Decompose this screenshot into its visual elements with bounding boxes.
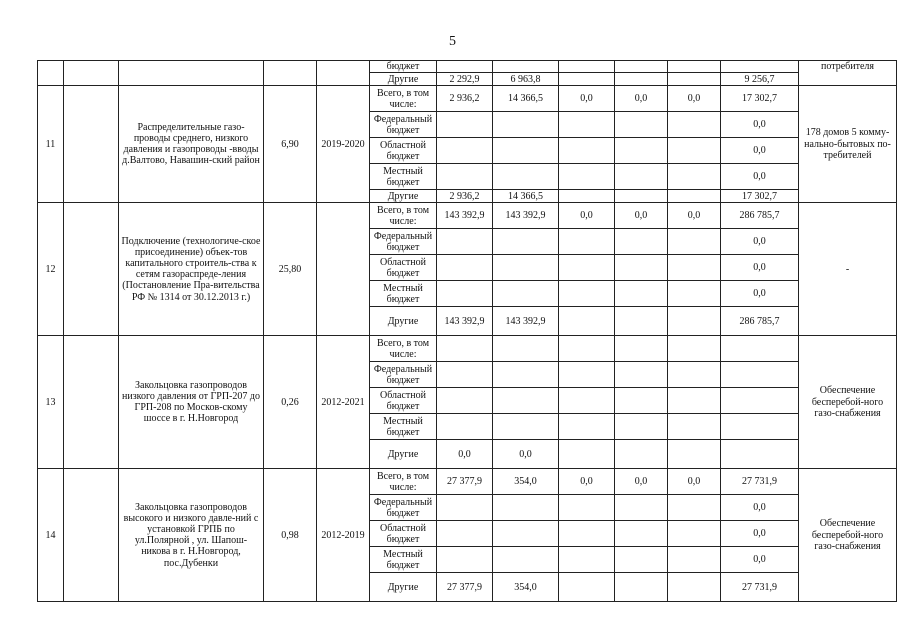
total-cell: 27 731,9 xyxy=(721,573,799,602)
source-cell: Другие xyxy=(370,73,437,86)
item-period: 2012-2019 xyxy=(317,469,370,602)
item-note: - xyxy=(799,203,897,336)
total-cell: 0,0 xyxy=(721,229,799,255)
value-cell xyxy=(437,112,493,138)
source-cell: Областной бюджет xyxy=(370,255,437,281)
value-cell: 0,0 xyxy=(615,203,668,229)
value-cell: 0,0 xyxy=(615,469,668,495)
value-cell xyxy=(615,73,668,86)
value-cell xyxy=(437,414,493,440)
item-note: Обеспечение бесперебой-ного газо-снабжения xyxy=(799,336,897,469)
value-cell xyxy=(668,521,721,547)
value-cell xyxy=(615,255,668,281)
source-cell: Местный бюджет xyxy=(370,414,437,440)
source-cell: Федеральный бюджет xyxy=(370,362,437,388)
value-cell: 0,0 xyxy=(668,203,721,229)
source-cell: Областной бюджет xyxy=(370,521,437,547)
value-cell: 143 392,9 xyxy=(493,307,559,336)
value-cell xyxy=(668,61,721,73)
value-cell: 143 392,9 xyxy=(437,203,493,229)
value-cell xyxy=(615,61,668,73)
value-cell: 0,0 xyxy=(559,203,615,229)
source-cell: Областной бюджет xyxy=(370,138,437,164)
value-cell xyxy=(559,336,615,362)
value-cell xyxy=(668,547,721,573)
value-cell: 0,0 xyxy=(437,440,493,469)
value-cell xyxy=(615,521,668,547)
value-cell xyxy=(668,336,721,362)
value-cell xyxy=(615,281,668,307)
value-cell xyxy=(559,440,615,469)
value-cell: 14 366,5 xyxy=(493,190,559,203)
total-cell: 0,0 xyxy=(721,138,799,164)
total-cell: 0,0 xyxy=(721,164,799,190)
name-cell xyxy=(119,61,264,86)
value-cell xyxy=(615,362,668,388)
source-cell: бюджет xyxy=(370,61,437,73)
table-row xyxy=(38,203,897,229)
code-cell xyxy=(64,203,119,336)
value-cell xyxy=(559,73,615,86)
item-note: 178 домов 5 комму-нально-бытовых по-требителей xyxy=(799,86,897,203)
source-cell: Другие xyxy=(370,190,437,203)
total-cell: 286 785,7 xyxy=(721,203,799,229)
source-cell: Местный бюджет xyxy=(370,281,437,307)
value-cell xyxy=(668,362,721,388)
value-cell xyxy=(437,362,493,388)
total-cell xyxy=(721,336,799,362)
item-name: Распределительные газо-проводы среднего, низкого давления и газопроводы -вводы д.Валтово, Навашин-ский район xyxy=(119,86,264,203)
total-cell xyxy=(721,388,799,414)
source-cell: Другие xyxy=(370,573,437,602)
code-cell xyxy=(64,336,119,469)
total-cell xyxy=(721,414,799,440)
value-cell xyxy=(559,307,615,336)
value-cell xyxy=(668,73,721,86)
source-cell: Федеральный бюджет xyxy=(370,112,437,138)
item-number: 12 xyxy=(38,203,64,336)
value-cell: 2 936,2 xyxy=(437,86,493,112)
item-length: 0,98 xyxy=(264,469,317,602)
source-cell: Федеральный бюджет xyxy=(370,229,437,255)
value-cell xyxy=(493,414,559,440)
value-cell xyxy=(668,255,721,281)
investment-program-table xyxy=(37,60,897,602)
value-cell xyxy=(615,190,668,203)
total-cell: 0,0 xyxy=(721,112,799,138)
code-cell xyxy=(64,61,119,86)
value-cell xyxy=(559,138,615,164)
value-cell xyxy=(668,190,721,203)
value-cell xyxy=(668,414,721,440)
value-cell: 354,0 xyxy=(493,573,559,602)
value-cell xyxy=(559,112,615,138)
value-cell xyxy=(437,61,493,73)
value-cell xyxy=(615,112,668,138)
value-cell xyxy=(437,281,493,307)
value-cell xyxy=(437,336,493,362)
value-cell: 0,0 xyxy=(668,86,721,112)
item-note: Обеспечение бесперебой-ного газо-снабжения xyxy=(799,469,897,602)
code-cell xyxy=(64,469,119,602)
value-cell xyxy=(668,388,721,414)
value-cell: 0,0 xyxy=(668,469,721,495)
value-cell xyxy=(559,495,615,521)
value-cell xyxy=(615,388,668,414)
table-row xyxy=(38,336,897,362)
value-cell xyxy=(615,164,668,190)
table-row xyxy=(38,469,897,495)
value-cell xyxy=(559,388,615,414)
value-cell xyxy=(437,521,493,547)
code-cell xyxy=(64,86,119,203)
length-cell xyxy=(264,61,317,86)
value-cell: 2 292,9 xyxy=(437,73,493,86)
total-cell xyxy=(721,440,799,469)
value-cell xyxy=(668,307,721,336)
value-cell xyxy=(493,281,559,307)
value-cell: 0,0 xyxy=(615,86,668,112)
source-cell: Всего, в том числе: xyxy=(370,203,437,229)
source-cell: Другие xyxy=(370,307,437,336)
item-length: 0,26 xyxy=(264,336,317,469)
note-cell: потребителя xyxy=(799,61,897,86)
value-cell xyxy=(437,138,493,164)
value-cell xyxy=(493,388,559,414)
item-name: Закольцовка газопроводов высокого и низкого давле-ний с установкой ГРПБ по ул.Полярной , ул. Шапош-никова в г. Н.Новгород, пос.Дубенки xyxy=(119,469,264,602)
value-cell xyxy=(559,547,615,573)
value-cell: 0,0 xyxy=(559,469,615,495)
value-cell xyxy=(615,229,668,255)
value-cell xyxy=(493,112,559,138)
item-number: 14 xyxy=(38,469,64,602)
value-cell xyxy=(559,61,615,73)
item-name: Закольцовка газопроводов низкого давления от ГРП-207 до ГРП-208 по Москов-скому шоссе в г. Н.Новгород xyxy=(119,336,264,469)
total-cell: 9 256,7 xyxy=(721,73,799,86)
page-number: 5 xyxy=(449,34,456,49)
value-cell xyxy=(559,281,615,307)
value-cell xyxy=(615,414,668,440)
value-cell xyxy=(559,164,615,190)
value-cell xyxy=(615,336,668,362)
num-cell xyxy=(38,61,64,86)
item-period xyxy=(317,203,370,336)
source-cell: Другие xyxy=(370,440,437,469)
value-cell xyxy=(493,495,559,521)
value-cell xyxy=(559,362,615,388)
value-cell xyxy=(615,547,668,573)
item-name: Подключение (технологиче-ское присоединение) объек-тов капитального строитель-ства к сетям газораспреде-ления (Постановление Пра-вительства РФ № 1314 от 30.12.2013 г.) xyxy=(119,203,264,336)
source-cell: Областной бюджет xyxy=(370,388,437,414)
source-cell: Всего, в том числе: xyxy=(370,336,437,362)
source-cell: Всего, в том числе: xyxy=(370,86,437,112)
value-cell xyxy=(668,281,721,307)
value-cell: 2 936,2 xyxy=(437,190,493,203)
value-cell xyxy=(559,414,615,440)
value-cell xyxy=(615,573,668,602)
total-cell: 17 302,7 xyxy=(721,86,799,112)
value-cell: 143 392,9 xyxy=(493,203,559,229)
value-cell: 27 377,9 xyxy=(437,469,493,495)
table-row xyxy=(38,61,897,73)
value-cell xyxy=(668,440,721,469)
source-cell: Всего, в том числе: xyxy=(370,469,437,495)
value-cell xyxy=(493,255,559,281)
value-cell xyxy=(493,164,559,190)
value-cell xyxy=(559,573,615,602)
value-cell xyxy=(668,229,721,255)
value-cell xyxy=(668,164,721,190)
value-cell: 14 366,5 xyxy=(493,86,559,112)
total-cell: 286 785,7 xyxy=(721,307,799,336)
item-period: 2012-2021 xyxy=(317,336,370,469)
value-cell: 143 392,9 xyxy=(437,307,493,336)
table-row xyxy=(38,86,897,112)
value-cell xyxy=(437,255,493,281)
value-cell xyxy=(668,573,721,602)
value-cell xyxy=(615,307,668,336)
total-cell: 0,0 xyxy=(721,255,799,281)
value-cell xyxy=(668,495,721,521)
value-cell xyxy=(493,521,559,547)
value-cell: 27 377,9 xyxy=(437,573,493,602)
total-cell: 0,0 xyxy=(721,281,799,307)
value-cell xyxy=(493,362,559,388)
value-cell xyxy=(437,164,493,190)
value-cell xyxy=(668,112,721,138)
value-cell xyxy=(559,255,615,281)
item-length: 25,80 xyxy=(264,203,317,336)
value-cell xyxy=(493,229,559,255)
period-cell xyxy=(317,61,370,86)
item-number: 11 xyxy=(38,86,64,203)
value-cell xyxy=(493,61,559,73)
value-cell xyxy=(437,495,493,521)
value-cell xyxy=(559,521,615,547)
value-cell: 0,0 xyxy=(493,440,559,469)
total-cell: 27 731,9 xyxy=(721,469,799,495)
total-cell: 17 302,7 xyxy=(721,190,799,203)
item-period: 2019-2020 xyxy=(317,86,370,203)
total-cell: 0,0 xyxy=(721,495,799,521)
value-cell xyxy=(493,336,559,362)
value-cell xyxy=(493,547,559,573)
total-cell xyxy=(721,362,799,388)
item-length: 6,90 xyxy=(264,86,317,203)
value-cell xyxy=(437,229,493,255)
item-number: 13 xyxy=(38,336,64,469)
source-cell: Федеральный бюджет xyxy=(370,495,437,521)
value-cell xyxy=(559,229,615,255)
value-cell xyxy=(437,547,493,573)
value-cell: 0,0 xyxy=(559,86,615,112)
value-cell xyxy=(615,138,668,164)
value-cell xyxy=(668,138,721,164)
source-cell: Местный бюджет xyxy=(370,164,437,190)
value-cell: 354,0 xyxy=(493,469,559,495)
total-cell: 0,0 xyxy=(721,547,799,573)
source-cell: Местный бюджет xyxy=(370,547,437,573)
value-cell xyxy=(615,440,668,469)
value-cell xyxy=(615,495,668,521)
value-cell xyxy=(559,190,615,203)
value-cell xyxy=(493,138,559,164)
total-cell: 0,0 xyxy=(721,521,799,547)
value-cell xyxy=(437,388,493,414)
total-cell xyxy=(721,61,799,73)
value-cell: 6 963,8 xyxy=(493,73,559,86)
